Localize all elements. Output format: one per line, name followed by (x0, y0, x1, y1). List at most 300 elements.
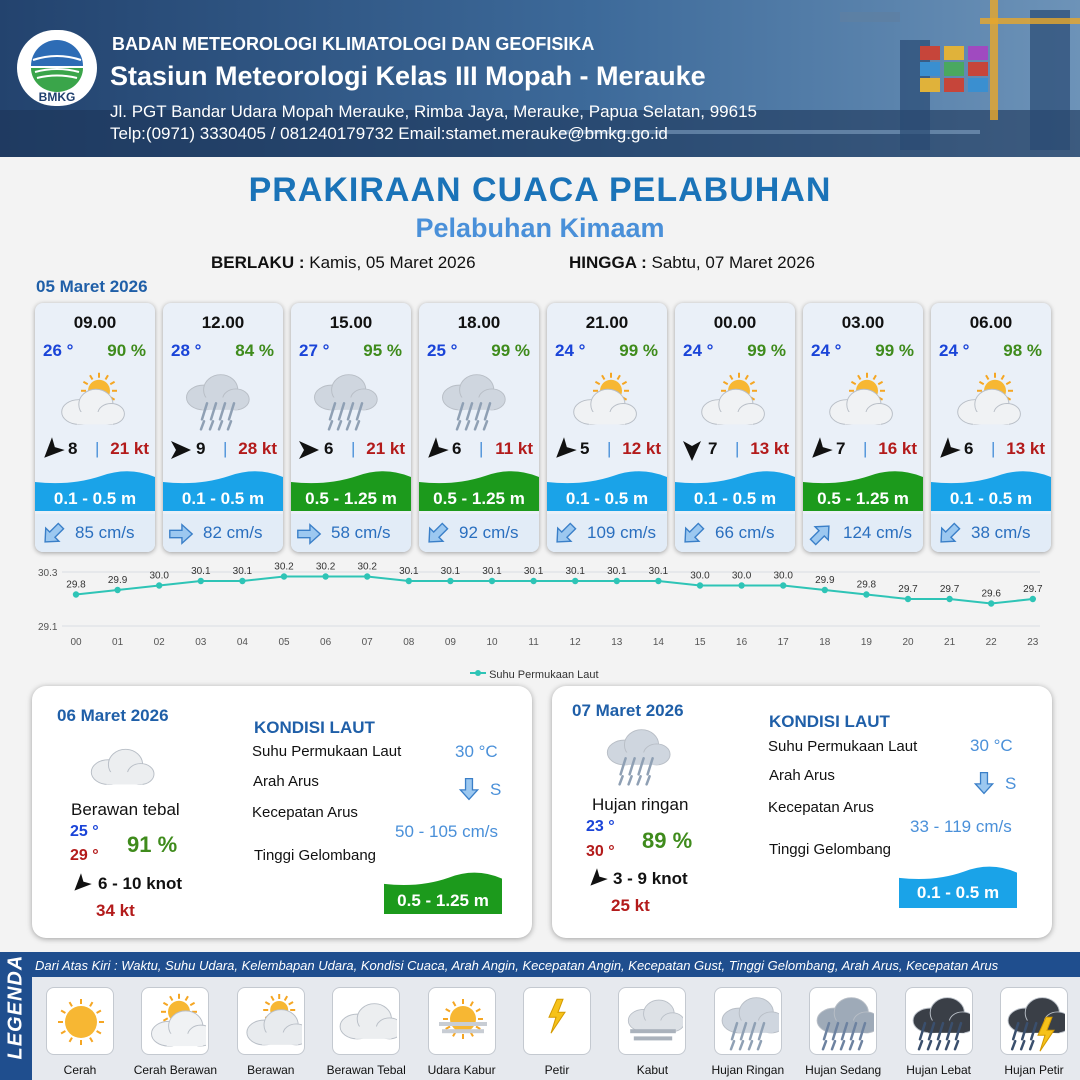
legend-icon (51, 992, 111, 1057)
card-wind-speed: 7 (836, 439, 846, 458)
legend-item-berawan (237, 987, 305, 1055)
legend-description: Dari Atas Kiri : Waktu, Suhu Udara, Kelembapan Udara, Kondisi Cuaca, Arah Angin, Kecepatan Angin, Kecepatan Gust, Tinggi Gelombang, Arah Arus, Kecepatan Arus (35, 958, 999, 973)
southwest-arrow-icon (935, 520, 963, 548)
station-address: Jl. PGT Bandar Udara Mopah Merauke, Rimba Jaya, Merauke, Papua Selatan, 99615 (110, 102, 757, 121)
card-time: 12.00 (201, 313, 245, 332)
day3-date: 07 Maret 2026 (572, 701, 684, 720)
card-humidity: 99 % (491, 341, 530, 360)
valid-from-label: BERLAKU : (211, 253, 305, 272)
legend-label: Cerah (63, 1063, 97, 1077)
cerah-icon (51, 992, 111, 1052)
card-gust: 12 kt (622, 439, 661, 458)
sst-point (156, 582, 162, 588)
card-current-direction (423, 520, 451, 552)
card-wave-height: 0.5 - 1.25 m (817, 489, 909, 508)
day2-sst-label: Suhu Permukaan Laut (252, 743, 402, 760)
card-wind-speed: 7 (708, 439, 718, 458)
legend-label: Udara Kabur (427, 1063, 496, 1077)
sst-point (114, 587, 120, 593)
sst-point (697, 582, 703, 588)
day2-current-speed: 50 - 105 cm/s (395, 822, 498, 841)
page-title: PRAKIRAAN CUACA PELABUHAN (248, 171, 832, 209)
x-tick-label: 16 (736, 637, 748, 648)
sst-point (905, 596, 911, 602)
day3-current-speed: 33 - 119 cm/s (910, 817, 1012, 836)
day3-current-dir-label: Arah Arus (769, 767, 835, 784)
card-wind-direction (679, 437, 705, 463)
east-arrow-icon (295, 520, 323, 548)
kabut-icon (623, 992, 683, 1052)
legend-label: Hujan Ringan (711, 1063, 785, 1077)
card-current (675, 514, 795, 552)
valid-to-value: Sabtu, 07 Maret 2026 (651, 253, 816, 272)
card-time: 21.00 (585, 313, 629, 332)
card-gust: 11 kt (495, 439, 533, 458)
cerah-berawan-icon (823, 369, 903, 435)
hujan-ringan-icon (183, 369, 263, 435)
day3-gust: 25 kt (611, 896, 650, 915)
cerah-berawan-icon (146, 992, 206, 1052)
card-wave-height: 0.5 - 1.25 m (433, 489, 525, 508)
card-humidity: 95 % (363, 341, 402, 360)
legend-label: Hujan Lebat (906, 1063, 971, 1077)
sst-point (863, 591, 869, 597)
day1-date: 05 Maret 2026 (36, 277, 148, 296)
card-gust: 13 kt (1006, 439, 1045, 458)
x-tick-label: 01 (112, 637, 124, 648)
chart-legend (470, 668, 599, 681)
southwest-arrow-icon (551, 437, 577, 463)
sst-data-label: 29.9 (815, 575, 835, 586)
cerah-berawan-icon (55, 369, 135, 435)
legend-label: Hujan Sedang (805, 1063, 882, 1077)
day3-weather-icon (604, 724, 676, 795)
card-current (931, 514, 1051, 552)
day2-humidity: 91 % (127, 832, 178, 857)
sst-data-label: 30.1 (607, 566, 627, 577)
forecast-card (931, 303, 1051, 552)
legend-icon (146, 992, 206, 1057)
card-weather-icon (311, 369, 391, 440)
card-wind-direction (39, 437, 65, 463)
card-wave-height: 0.1 - 0.5 m (949, 489, 1033, 508)
x-tick-label: 02 (153, 637, 165, 648)
sst-point (322, 573, 328, 579)
card-gust: 13 kt (750, 439, 789, 458)
day2-wind-direction (70, 873, 92, 900)
sst-data-label: 30.1 (565, 566, 585, 577)
berawan-tebal-icon (88, 738, 158, 794)
x-tick-label: 19 (860, 637, 872, 648)
card-current-speed: 66 cm/s (715, 523, 775, 542)
y-tick-label: 29.1 (38, 622, 58, 633)
sst-point (946, 596, 952, 602)
sst-data-label: 30.0 (773, 570, 793, 582)
day2-current-dir-icon (456, 776, 482, 807)
day3-wave-label: Tinggi Gelombang (769, 841, 892, 858)
x-tick-label: 17 (777, 637, 789, 648)
card-time: 06.00 (969, 313, 1013, 332)
port-name: Pelabuhan Kimaam (415, 213, 665, 243)
south-arrow-icon (456, 776, 482, 802)
legend-label: Kabut (636, 1063, 669, 1077)
card-temp: 24 ° (939, 341, 970, 360)
card-current-direction (935, 520, 963, 552)
card-temp: 25 ° (427, 341, 458, 360)
card-current-direction (39, 520, 67, 552)
card-wind-direction (935, 437, 961, 463)
day2-current-speed-label: Kecepatan Arus (252, 804, 358, 821)
legend-icon (528, 992, 588, 1057)
x-tick-label: 06 (320, 637, 332, 648)
card-current-speed: 82 cm/s (203, 523, 263, 542)
sst-point (1030, 596, 1036, 602)
x-tick-label: 15 (694, 637, 706, 648)
x-tick-label: 00 (70, 637, 82, 648)
cerah-berawan-icon (695, 369, 775, 435)
east-arrow-icon (295, 437, 321, 463)
x-tick-label: 22 (985, 637, 997, 648)
day3-temp-min: 23 ° (586, 818, 615, 835)
berawan-icon (242, 992, 302, 1052)
sst-data-label: 30.1 (648, 566, 669, 577)
sst-data-label: 30.2 (315, 561, 336, 573)
forecast-card (547, 303, 667, 552)
day2-temp-min: 25 ° (70, 823, 99, 840)
day3-current-dir-icon (971, 770, 997, 801)
day3-wind-speed: 3 - 9 knot (613, 869, 688, 888)
legend-item-cerah-berawan (141, 987, 209, 1055)
sst-data-label: 29.6 (981, 588, 1001, 600)
card-wind-direction (551, 437, 577, 463)
day2-condition: Berawan tebal (71, 800, 180, 819)
card-separator: | (351, 439, 356, 458)
card-gust: 16 kt (878, 439, 917, 458)
legend-line-icon (470, 668, 486, 678)
card-time: 03.00 (841, 313, 885, 332)
sst-point (447, 578, 453, 584)
sst-data-label: 30.2 (357, 561, 377, 573)
card-current (803, 514, 923, 552)
east-arrow-icon (167, 520, 195, 548)
sst-data-label: 29.9 (107, 575, 128, 586)
legend-item-hujan-lebat (905, 987, 973, 1055)
card-temp: 24 ° (555, 341, 586, 360)
day3-kondisi-title: KONDISI LAUT (769, 712, 890, 731)
legend-icon (433, 992, 493, 1057)
day2-temp-max: 29 ° (70, 847, 99, 864)
card-current-direction (167, 520, 195, 552)
southwest-arrow-icon (586, 868, 608, 890)
sst-data-label: 30.0 (690, 570, 710, 582)
card-humidity: 99 % (747, 341, 786, 360)
card-wave-height: 0.1 - 0.5 m (565, 489, 649, 508)
card-current (163, 514, 283, 552)
southwest-arrow-icon (39, 437, 65, 463)
card-separator: | (479, 439, 484, 458)
cerah-berawan-icon (567, 369, 647, 435)
day3-temp-max: 30 ° (586, 843, 615, 860)
card-wind-speed: 5 (580, 439, 590, 458)
cerah-berawan-icon (951, 369, 1031, 435)
sst-point (364, 573, 370, 579)
card-wave-height: 0.1 - 0.5 m (693, 489, 777, 508)
hujan-lebat-icon (910, 992, 970, 1052)
east-arrow-icon (167, 437, 193, 463)
card-time: 18.00 (457, 313, 501, 332)
bmkg-logo (17, 30, 97, 106)
card-weather-icon (55, 369, 135, 440)
card-wind-direction (167, 437, 193, 463)
sst-data-label: 29.7 (1023, 584, 1043, 595)
day2-current-dir: S (490, 780, 502, 799)
card-humidity: 99 % (619, 341, 658, 360)
southwest-arrow-icon (679, 520, 707, 548)
sst-data-label: 29.8 (856, 579, 877, 591)
legend-icon (1005, 992, 1065, 1057)
card-humidity: 98 % (1003, 341, 1042, 360)
y-tick-label: 30.3 (38, 568, 58, 579)
sst-point (406, 578, 412, 584)
sst-data-label: 29.7 (939, 584, 960, 595)
card-current-speed: 92 cm/s (459, 523, 519, 542)
valid-from (211, 253, 476, 273)
sst-line (76, 577, 1033, 604)
card-humidity: 99 % (875, 341, 914, 360)
legend-item-hujan-sedang (809, 987, 877, 1055)
sst-point (822, 587, 828, 593)
x-tick-label: 21 (944, 637, 956, 648)
legend-label: Berawan Tebal (326, 1063, 406, 1077)
x-tick-label: 04 (236, 637, 248, 648)
hujan-sedang-icon (814, 992, 874, 1052)
southwest-arrow-icon (807, 437, 833, 463)
legend-icon (623, 992, 683, 1057)
sst-data-label: 30.1 (482, 566, 502, 577)
x-tick-label: 07 (361, 637, 373, 648)
sst-data-label: 30.1 (191, 566, 211, 577)
card-weather-icon (823, 369, 903, 440)
valid-from-value: Kamis, 05 Maret 2026 (309, 253, 476, 272)
sst-point (530, 578, 536, 584)
card-temp: 26 ° (43, 341, 74, 360)
sst-data-label: 30.1 (399, 566, 419, 577)
day2-kondisi-title: KONDISI LAUT (254, 718, 375, 737)
x-tick-label: 13 (611, 637, 623, 648)
berawan-tebal-icon (337, 992, 397, 1052)
station-name: Stasiun Meteorologi Kelas III Mopah - Merauke (110, 61, 706, 91)
northeast-arrow-icon (807, 520, 835, 548)
sst-point (73, 591, 79, 597)
southwest-arrow-icon (423, 520, 451, 548)
day3-wave-height: 0.1 - 0.5 m (916, 883, 1000, 902)
card-separator: | (95, 439, 100, 458)
card-current-speed: 85 cm/s (75, 523, 135, 542)
card-time: 15.00 (329, 313, 373, 332)
card-weather-icon (695, 369, 775, 440)
card-humidity: 84 % (235, 341, 274, 360)
card-wind-speed: 6 (324, 439, 334, 458)
sst-data-label: 30.1 (232, 566, 253, 577)
logo-text: BMKG (38, 90, 76, 104)
org-name: BADAN METEOROLOGI KLIMATOLOGI DAN GEOFISIKA (112, 34, 595, 54)
x-tick-label: 09 (444, 637, 456, 648)
card-gust: 21 kt (110, 439, 149, 458)
legend-label: Petir (544, 1063, 570, 1077)
card-temp: 27 ° (299, 341, 330, 360)
card-current (547, 514, 667, 552)
legend-item-kabut (618, 987, 686, 1055)
card-wind-speed: 6 (964, 439, 974, 458)
card-current-speed: 38 cm/s (971, 523, 1031, 542)
card-separator: | (863, 439, 868, 458)
day2-current-dir-label: Arah Arus (253, 773, 319, 790)
day3-humidity: 89 % (642, 828, 693, 853)
sst-data-label: 30.1 (523, 566, 544, 577)
card-wind-speed: 8 (68, 439, 78, 458)
hujan-ringan-icon (439, 369, 519, 435)
card-wave-height: 0.1 - 0.5 m (53, 489, 137, 508)
forecast-card (163, 303, 283, 552)
legend-label: Cerah Berawan (133, 1063, 218, 1077)
card-current-direction (551, 520, 579, 552)
sst-point (655, 578, 661, 584)
card-weather-icon (183, 369, 263, 440)
card-current-direction (807, 520, 835, 552)
card-weather-icon (439, 369, 519, 440)
sst-point (614, 578, 620, 584)
x-tick-label: 23 (1027, 637, 1039, 648)
x-tick-label: 14 (652, 637, 664, 648)
card-separator: | (735, 439, 740, 458)
x-tick-label: 10 (486, 637, 498, 648)
valid-to (569, 253, 815, 273)
legend-item-berawan-tebal (332, 987, 400, 1055)
forecast-card (291, 303, 411, 552)
sst-point (738, 582, 744, 588)
card-weather-icon (951, 369, 1031, 440)
valid-to-label: HINGGA : (569, 253, 647, 272)
station-contact: Telp:(0971) 3330405 / 081240179732 Email:stamet.merauke@bmkg.go.id (110, 124, 668, 143)
card-current-direction (679, 520, 707, 552)
legend-icon (719, 992, 779, 1057)
card-wave-height: 0.1 - 0.5 m (181, 489, 265, 508)
forecast-card (35, 303, 155, 552)
day2-panel (32, 686, 532, 938)
card-time: 09.00 (73, 313, 117, 332)
card-wind-direction (295, 437, 321, 463)
day3-wind-direction (586, 868, 608, 895)
card-current (291, 514, 411, 552)
sst-point (198, 578, 204, 584)
x-tick-label: 03 (195, 637, 207, 648)
card-separator: | (991, 439, 996, 458)
day3-current-speed-label: Kecepatan Arus (768, 799, 874, 816)
sst-data-label: 30.2 (274, 561, 294, 573)
day2-gust: 34 kt (96, 901, 135, 920)
day2-weather-icon (88, 738, 158, 799)
southwest-arrow-icon (70, 873, 92, 895)
legend-label: Berawan (247, 1063, 295, 1077)
sst-point (281, 573, 287, 579)
x-tick-label: 08 (403, 637, 415, 648)
petir-icon (528, 992, 588, 1052)
sst-chart (0, 560, 1080, 670)
x-tick-label: 18 (819, 637, 831, 648)
southwest-arrow-icon (39, 520, 67, 548)
card-temp: 24 ° (683, 341, 714, 360)
sst-point (988, 600, 994, 606)
forecast-card (803, 303, 923, 552)
card-wind-speed: 6 (452, 439, 462, 458)
south-arrow-icon (971, 770, 997, 796)
card-current-direction (295, 520, 323, 552)
hujan-ringan-icon (719, 992, 779, 1052)
sst-data-label: 30.1 (440, 566, 461, 577)
day3-panel (552, 686, 1052, 938)
card-temp: 24 ° (811, 341, 842, 360)
day2-sst-value: 30 °C (455, 742, 498, 761)
udara-kabur-icon (433, 992, 493, 1052)
day3-condition: Hujan ringan (592, 795, 689, 814)
card-separator: | (223, 439, 228, 458)
south-arrow-icon (679, 437, 705, 463)
southwest-arrow-icon (935, 437, 961, 463)
southwest-arrow-icon (423, 437, 449, 463)
card-current (35, 514, 155, 552)
legend-series-label: Suhu Permukaan Laut (489, 669, 599, 681)
legend-icon (337, 992, 397, 1057)
sst-point (572, 578, 578, 584)
legend-icon (910, 992, 970, 1057)
day3-sst-value: 30 °C (970, 736, 1013, 755)
card-wind-speed: 9 (196, 439, 206, 458)
x-tick-label: 12 (569, 637, 581, 648)
sst-point (239, 578, 245, 584)
legend-item-hujan-petir (1000, 987, 1068, 1055)
day2-wind-speed: 6 - 10 knot (98, 874, 183, 893)
southwest-arrow-icon (551, 520, 579, 548)
hujan-petir-icon (1005, 992, 1065, 1052)
sst-data-label: 29.8 (66, 579, 86, 591)
legend-title: LEGENDA (4, 954, 27, 1060)
x-tick-label: 11 (528, 637, 539, 648)
forecast-card (675, 303, 795, 552)
card-separator: | (607, 439, 612, 458)
day3-sst-label: Suhu Permukaan Laut (768, 738, 918, 755)
x-tick-label: 05 (278, 637, 290, 648)
day3-current-dir: S (1005, 774, 1017, 793)
card-humidity: 90 % (107, 341, 146, 360)
card-current-speed: 109 cm/s (587, 523, 656, 542)
card-wind-direction (807, 437, 833, 463)
hujan-ringan-icon (604, 724, 676, 790)
sst-point (780, 582, 786, 588)
forecast-card (419, 303, 539, 552)
legend-item-hujan-ringan (714, 987, 782, 1055)
card-wave-height: 0.5 - 1.25 m (305, 489, 397, 508)
card-current (419, 514, 539, 552)
card-temp: 28 ° (171, 341, 202, 360)
card-gust: 28 kt (238, 439, 277, 458)
card-wind-direction (423, 437, 449, 463)
legend-icon (814, 992, 874, 1057)
sst-point (489, 578, 495, 584)
legend-item-petir (523, 987, 591, 1055)
card-current-speed: 124 cm/s (843, 523, 912, 542)
legend-label: Hujan Petir (1004, 1063, 1064, 1077)
sst-data-label: 30.0 (149, 570, 169, 582)
